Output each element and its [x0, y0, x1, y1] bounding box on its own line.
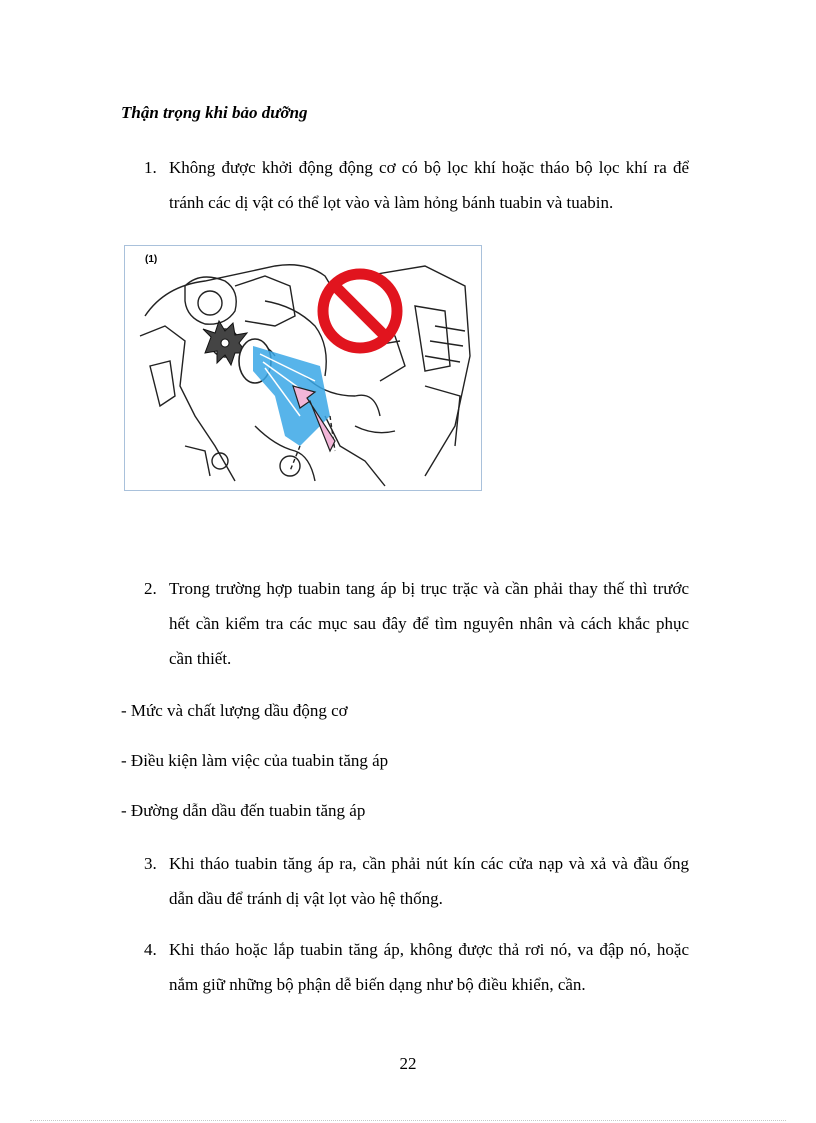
page-number: 22 — [399, 1054, 417, 1073]
list-text: Khi tháo hoặc lắp tuabin tăng áp, không được thả rơi nó, va đập nó, hoặc nắm giữ những bộ phận dễ biến dạng như bộ điều khiển, cần. — [169, 940, 689, 994]
engine-outline — [145, 265, 340, 316]
list-number: 4. — [144, 940, 157, 959]
list-number: 2. — [144, 579, 157, 598]
list-item-4 — [144, 932, 689, 1002]
airflow-stream — [253, 346, 335, 471]
list-text: Không được khởi động động cơ có bộ lọc khí hoặc tháo bộ lọc khí ra để tránh các dị vật có thể lọt vào và làm hỏng bánh tuabin và tuabin. — [169, 158, 689, 212]
list-item-2 — [144, 571, 689, 676]
section-heading: Thận trọng khi bảo dưỡng — [121, 103, 308, 122]
engine-illustration — [125, 246, 481, 490]
list-number: 3. — [144, 854, 157, 873]
check-item-oil-level: - Mức và chất lượng dầu động cơ — [121, 701, 348, 720]
check-item-working-conditions: - Điều kiện làm việc của tuabin tăng áp — [121, 751, 389, 770]
list-item-1 — [144, 150, 689, 220]
footer-divider — [30, 1120, 786, 1121]
check-item-oil-line: - Đường dẫn dầu đến tuabin tăng áp — [121, 801, 366, 820]
prohibition-icon — [323, 274, 397, 348]
list-number: 1. — [144, 158, 157, 177]
list-item-3 — [144, 846, 689, 916]
list-text: Khi tháo tuabin tăng áp ra, cần phải nút kín các cửa nạp và xả và đầu ống dẫn dầu để tránh dị vật lọt vào hệ thống. — [169, 854, 689, 908]
list-text: Trong trường hợp tuabin tang áp bị trục trặc và cần phải thay thế thì trước hết cần kiểm tra các mục sau đây để tìm nguyên nhân và cách khắc phục cần thiết. — [169, 579, 689, 668]
figure-label: (1) — [145, 254, 158, 265]
turbo-warning-figure — [124, 245, 482, 491]
